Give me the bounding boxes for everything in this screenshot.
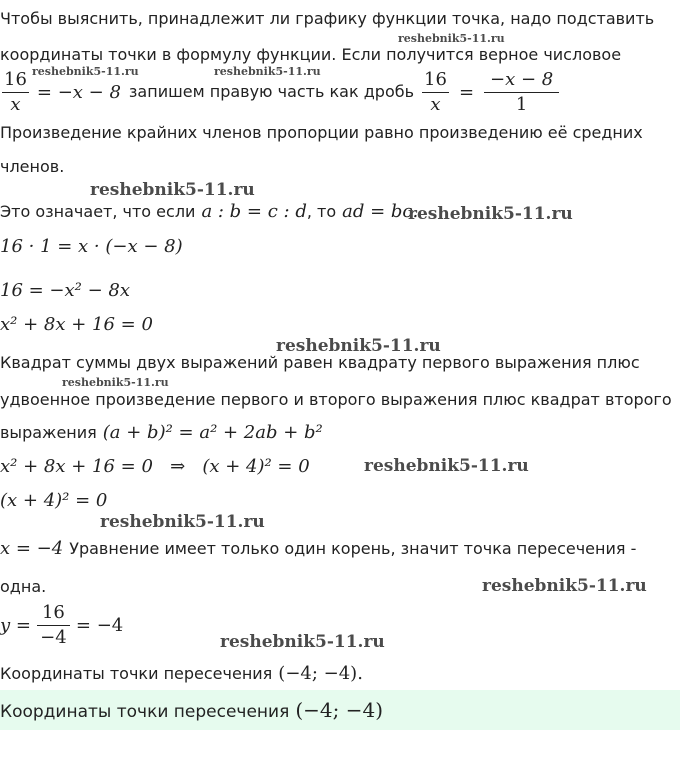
equation-line [0,600,123,650]
watermark: reshebnik5-11.ru [398,32,505,45]
equation-lhs: y = [0,614,31,636]
equation-rhs: = −x − 8 [36,81,121,103]
watermark: reshebnik5-11.ru [100,512,265,532]
equation-rhs: = −4 [75,614,124,636]
watermark: reshebnik5-11.ru [364,456,529,476]
watermark: reshebnik5-11.ru [408,204,573,224]
watermark: reshebnik5-11.ru [482,576,647,596]
paragraph-line: Произведение крайних членов пропорции равно произведению её средних [0,123,643,142]
fraction-numerator: 16 [2,70,29,93]
paragraph-text: , то [306,202,337,221]
paragraph-line: удвоенное произведение первого и второго выражения плюс квадрат второго [0,390,672,409]
fraction-denominator: x [430,93,441,115]
fraction [2,70,29,115]
math-inline: (−4; −4). [278,663,363,684]
fraction-numerator: 16 [422,70,449,93]
paragraph-text: Уравнение имеет только один корень, значит точка пересечения - [69,539,637,558]
answer-line [0,698,383,723]
fraction-denominator: x [10,93,21,115]
answer-box [0,690,680,730]
fraction-numerator: −x − 8 [484,70,559,93]
paragraph-line [0,422,323,444]
watermark: reshebnik5-11.ru [32,65,139,78]
fraction-denominator: −4 [40,626,67,648]
fraction [422,70,449,115]
paragraph-line: членов. [0,157,65,176]
watermark: reshebnik5-11.ru [214,65,321,78]
answer-text: Координаты точки пересечения [0,702,290,722]
paragraph-line: Чтобы выяснить, принадлежит ли графику функции точка, надо подставить [0,9,655,28]
math-inline: ad = bc. [342,201,419,222]
equation-line: 16 · 1 = x · (−x − 8) [0,236,183,257]
math-inline: x = −4 [0,538,64,559]
paragraph-line: одна. [0,577,47,596]
fraction [484,70,559,115]
paragraph-text: выражения [0,423,97,442]
equation-line: (x + 4)² = 0 [0,490,108,511]
equation-line: x² + 8x + 16 = 0 ⇒ (x + 4)² = 0 [0,456,310,477]
paragraph-line: координаты точки в формулу функции. Если получится верное числовое [0,45,622,64]
math-inline: (a + b)² = a² + 2ab + b² [102,422,323,443]
watermark: reshebnik5-11.ru [62,376,169,389]
answer-point: (−4; −4) [295,698,383,722]
paragraph-text: Это означает, что если [0,202,196,221]
paragraph-text: Координаты точки пересечения [0,664,273,683]
watermark: reshebnik5-11.ru [276,336,441,356]
fraction-numerator: 16 [37,603,70,626]
fraction-denominator: 1 [515,93,528,115]
equation-line: 16 = −x² − 8x [0,280,131,301]
equation-line: x² + 8x + 16 = 0 [0,314,153,335]
watermark: reshebnik5-11.ru [220,632,385,652]
watermark: reshebnik5-11.ru [90,180,255,200]
paragraph-line: Квадрат суммы двух выражений равен квадрату первого выражения плюс [0,353,640,372]
math-inline: a : b = c : d [201,201,307,222]
paragraph-text: запишем правую часть как дробь [128,82,415,101]
equals-sign: = [458,81,475,103]
paragraph-line [0,538,636,560]
paragraph-line [0,201,418,223]
fraction [37,603,70,648]
paragraph-line [0,663,363,685]
